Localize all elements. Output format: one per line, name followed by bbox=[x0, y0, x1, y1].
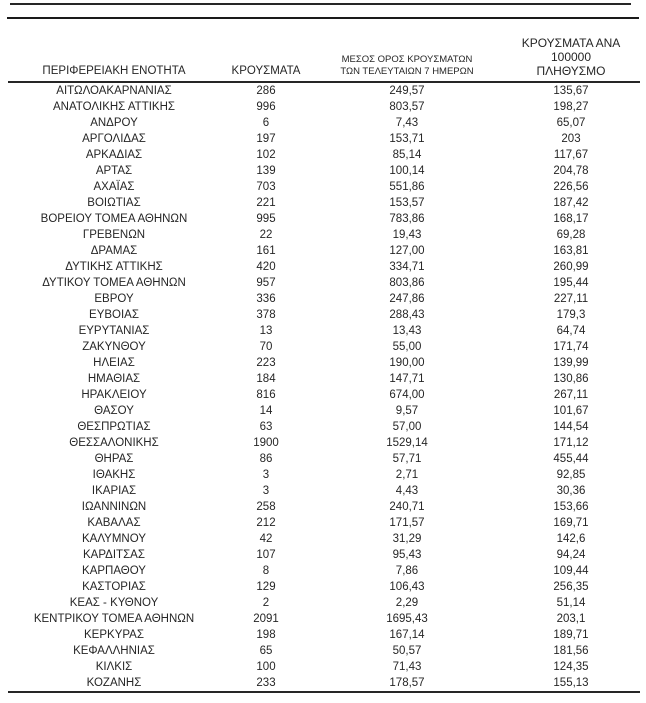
table-row bbox=[8, 355, 640, 371]
cell-region-name: ΚΑΡΠΑΘΟΥ bbox=[82, 565, 146, 577]
cell-7day-average: 190,00 bbox=[389, 357, 425, 369]
cell-per-100k: 179,3 bbox=[556, 309, 586, 321]
cell-per-100k: 226,56 bbox=[553, 181, 589, 193]
cell-7day-average: 7,43 bbox=[395, 117, 419, 129]
cell-region-name: ΘΕΣΣΑΛΟΝΙΚΗΣ bbox=[69, 437, 159, 449]
table-row bbox=[8, 515, 640, 531]
cell-region-name: ΗΡΑΚΛΕΙΟΥ bbox=[81, 389, 147, 401]
cell-cases: 13 bbox=[259, 325, 273, 337]
cell-7day-average: 106,43 bbox=[389, 581, 425, 593]
table-row bbox=[8, 99, 640, 115]
cell-region-name: ΕΥΒΟΙΑΣ bbox=[89, 309, 139, 321]
cell-cases: 161 bbox=[256, 245, 276, 257]
table-row bbox=[8, 115, 640, 131]
cell-region-name: ΘΕΣΠΡΩΤΙΑΣ bbox=[77, 421, 151, 433]
cell-7day-average: 55,00 bbox=[392, 341, 422, 353]
table-body bbox=[8, 82, 640, 692]
cell-cases: 107 bbox=[256, 549, 276, 561]
table-row bbox=[8, 595, 640, 611]
cell-region-name: ΗΜΑΘΙΑΣ bbox=[87, 373, 141, 385]
table-row bbox=[8, 371, 640, 387]
cell-cases: 957 bbox=[256, 277, 276, 289]
cell-region-name: ΚΟΖΑΝΗΣ bbox=[8, 675, 220, 692]
cell-cases: 3 bbox=[262, 469, 270, 481]
cell-per-100k: 153,66 bbox=[553, 501, 589, 513]
cell-region-name: ΑΡΚΑΔΙΑΣ bbox=[85, 149, 143, 161]
cell-region-name: ΔΡΑΜΑΣ bbox=[90, 245, 138, 257]
cell-per-100k: 163,81 bbox=[553, 245, 589, 257]
cell-region-name: ΗΛΕΙΑΣ bbox=[93, 357, 135, 369]
column-header-7day-average bbox=[312, 36, 502, 82]
column-header-cases: ΚΡΟΥΣΜΑΤΑ bbox=[220, 36, 312, 82]
cell-7day-average: 334,71 bbox=[389, 261, 425, 273]
cell-7day-average: 178,57 bbox=[312, 675, 502, 692]
cell-per-100k: 203 bbox=[561, 133, 581, 145]
cell-region-name: ΚΑΣΤΟΡΙΑΣ bbox=[82, 581, 146, 593]
cell-7day-average: 7,86 bbox=[395, 565, 419, 577]
cell-per-100k: 256,35 bbox=[553, 581, 589, 593]
cell-7day-average: 13,43 bbox=[392, 325, 422, 337]
cell-cases: 129 bbox=[256, 581, 276, 593]
cell-7day-average: 783,86 bbox=[389, 213, 425, 225]
cell-per-100k: 187,42 bbox=[553, 197, 589, 209]
cell-cases: 139 bbox=[256, 165, 276, 177]
table-header bbox=[8, 36, 640, 82]
cell-region-name: ΚΕΝΤΡΙΚΟΥ ΤΟΜΕΑ ΑΘΗΝΩΝ bbox=[33, 613, 195, 625]
cell-7day-average: 100,14 bbox=[389, 165, 425, 177]
cell-7day-average: 249,57 bbox=[389, 85, 425, 97]
cell-cases: 233 bbox=[220, 675, 312, 692]
cell-7day-average: 171,57 bbox=[389, 517, 425, 529]
cell-per-100k: 109,44 bbox=[553, 565, 589, 577]
cell-7day-average: 57,71 bbox=[392, 453, 422, 465]
cell-per-100k: 117,67 bbox=[553, 149, 589, 161]
cell-region-name: ΑΙΤΩΛΟΑΚΑΡΝΑΝΙΑΣ bbox=[56, 85, 172, 97]
cell-cases: 995 bbox=[256, 213, 276, 225]
table-row bbox=[8, 627, 640, 643]
cell-per-100k: 155,13 bbox=[502, 675, 640, 692]
cell-cases: 198 bbox=[256, 629, 276, 641]
cell-cases: 197 bbox=[256, 133, 276, 145]
cell-region-name: ΚΙΛΚΙΣ bbox=[95, 661, 133, 673]
cell-region-name: ΙΘΑΚΗΣ bbox=[92, 469, 136, 481]
cell-region-name: ΚΑΒΑΛΑΣ bbox=[87, 517, 141, 529]
cell-per-100k: 195,44 bbox=[553, 277, 589, 289]
cell-cases: 8 bbox=[262, 565, 270, 577]
cell-per-100k: 144,54 bbox=[553, 421, 589, 433]
cases-by-region-table bbox=[8, 36, 640, 693]
cell-per-100k: 168,17 bbox=[553, 213, 589, 225]
table-row bbox=[8, 499, 640, 515]
cell-region-name: ΔΥΤΙΚΟΥ ΤΟΜΕΑ ΑΘΗΝΩΝ bbox=[42, 277, 186, 289]
cell-7day-average: 2,71 bbox=[395, 469, 419, 481]
cell-7day-average: 147,71 bbox=[389, 373, 425, 385]
cell-per-100k: 139,99 bbox=[553, 357, 589, 369]
cell-region-name: ΕΥΡΥΤΑΝΙΑΣ bbox=[78, 325, 150, 337]
cell-7day-average: 288,43 bbox=[389, 309, 425, 321]
table-row bbox=[8, 131, 640, 147]
table-row bbox=[8, 387, 640, 403]
column-header-region: ΠΕΡΙΦΕΡΕΙΑΚΗ ΕΝΟΤΗΤΑ bbox=[8, 36, 220, 82]
cell-cases: 102 bbox=[256, 149, 276, 161]
cell-7day-average: 9,57 bbox=[395, 405, 419, 417]
cell-per-100k: 171,74 bbox=[553, 341, 589, 353]
cell-7day-average: 674,00 bbox=[389, 389, 425, 401]
cell-7day-average: 4,43 bbox=[395, 485, 419, 497]
cell-cases: 6 bbox=[262, 117, 270, 129]
cell-per-100k: 181,56 bbox=[553, 645, 589, 657]
table-row bbox=[8, 163, 640, 179]
cell-per-100k: 267,11 bbox=[553, 389, 589, 401]
cell-7day-average: 57,00 bbox=[392, 421, 422, 433]
cell-region-name: ΒΟΙΩΤΙΑΣ bbox=[87, 197, 141, 209]
table-row bbox=[8, 547, 640, 563]
cell-cases: 14 bbox=[259, 405, 273, 417]
cell-per-100k: 130,86 bbox=[553, 373, 589, 385]
cell-cases: 816 bbox=[256, 389, 276, 401]
column-header-7day-average-line2: ΤΩΝ ΤΕΛΕΥΤΑΙΩΝ 7 ΗΜΕΡΩΝ bbox=[340, 66, 474, 77]
cell-per-100k: 51,14 bbox=[556, 597, 586, 609]
table-row bbox=[8, 291, 640, 307]
cell-7day-average: 85,14 bbox=[392, 149, 422, 161]
table-row bbox=[8, 563, 640, 579]
cell-7day-average: 153,57 bbox=[389, 197, 425, 209]
cell-cases: 63 bbox=[259, 421, 273, 433]
table-row bbox=[8, 211, 640, 227]
cell-region-name: ΚΕΦΑΛΛΗΝΙΑΣ bbox=[73, 645, 155, 657]
cell-region-name: ΚΑΛΥΜΝΟΥ bbox=[82, 533, 146, 545]
cell-7day-average: 803,57 bbox=[389, 101, 425, 113]
table-row bbox=[8, 307, 640, 323]
cell-per-100k: 203,1 bbox=[556, 613, 586, 625]
cell-cases: 86 bbox=[259, 453, 273, 465]
cell-per-100k: 171,12 bbox=[553, 437, 589, 449]
header-row bbox=[8, 36, 640, 82]
cell-cases: 286 bbox=[256, 85, 276, 97]
cell-7day-average: 127,00 bbox=[389, 245, 425, 257]
cell-region-name: ΑΝΔΡΟΥ bbox=[90, 117, 138, 129]
cell-region-name: ΚΕΑΣ - ΚΥΘΝΟΥ bbox=[69, 597, 159, 609]
cell-cases: 184 bbox=[256, 373, 276, 385]
cell-7day-average: 247,86 bbox=[389, 293, 425, 305]
table-row bbox=[8, 195, 640, 211]
cell-region-name: ΑΧΑΪΑΣ bbox=[93, 181, 135, 193]
cell-region-name: ΔΥΤΙΚΗΣ ΑΤΤΙΚΗΣ bbox=[65, 261, 163, 273]
table-row bbox=[8, 323, 640, 339]
table-row bbox=[8, 643, 640, 659]
cell-per-100k: 198,27 bbox=[553, 101, 589, 113]
cell-7day-average: 240,71 bbox=[389, 501, 425, 513]
column-header-per-100k-line2: ΠΛΗΘΥΣΜΟ bbox=[536, 64, 606, 78]
cell-cases: 378 bbox=[256, 309, 276, 321]
cell-cases: 212 bbox=[256, 517, 276, 529]
cell-region-name: ΓΡΕΒΕΝΩΝ bbox=[82, 229, 146, 241]
column-header-per-100k bbox=[502, 36, 640, 82]
cell-cases: 42 bbox=[259, 533, 273, 545]
cell-per-100k: 92,85 bbox=[556, 469, 586, 481]
cell-cases: 420 bbox=[256, 261, 276, 273]
cell-per-100k: 64,74 bbox=[556, 325, 586, 337]
cell-cases: 2091 bbox=[253, 613, 279, 625]
cell-7day-average: 71,43 bbox=[392, 661, 422, 673]
top-rule-primary bbox=[10, 3, 631, 5]
table-row bbox=[8, 275, 640, 291]
cell-cases: 221 bbox=[256, 197, 276, 209]
table-row bbox=[8, 403, 640, 419]
cell-7day-average: 1529,14 bbox=[386, 437, 428, 449]
cell-7day-average: 50,57 bbox=[392, 645, 422, 657]
table-row bbox=[8, 675, 640, 692]
cell-per-100k: 124,35 bbox=[553, 661, 589, 673]
cell-per-100k: 30,36 bbox=[556, 485, 586, 497]
column-header-per-100k-line1: ΚΡΟΥΣΜΑΤΑ ΑΝΑ 100000 bbox=[521, 36, 621, 64]
cell-region-name: ΘΗΡΑΣ bbox=[94, 453, 134, 465]
table-row bbox=[8, 227, 640, 243]
cell-per-100k: 189,71 bbox=[553, 629, 589, 641]
table-row bbox=[8, 179, 640, 195]
column-header-7day-average-line1: ΜΕΣΟΣ ΟΡΟΣ ΚΡΟΥΣΜΑΤΩΝ bbox=[341, 54, 473, 65]
cell-7day-average: 803,86 bbox=[389, 277, 425, 289]
table-row bbox=[8, 467, 640, 483]
table-row bbox=[8, 611, 640, 627]
cell-region-name: ΖΑΚΥΝΘΟΥ bbox=[82, 341, 146, 353]
cell-per-100k: 260,99 bbox=[553, 261, 589, 273]
table-row bbox=[8, 451, 640, 467]
table-row bbox=[8, 419, 640, 435]
cell-cases: 1900 bbox=[253, 437, 279, 449]
table-row bbox=[8, 243, 640, 259]
cell-cases: 2 bbox=[262, 597, 270, 609]
cell-per-100k: 204,78 bbox=[553, 165, 589, 177]
cell-region-name: ΚΑΡΔΙΤΣΑΣ bbox=[83, 549, 145, 561]
table-row bbox=[8, 531, 640, 547]
cell-7day-average: 167,14 bbox=[389, 629, 425, 641]
top-rule-secondary bbox=[7, 17, 639, 19]
table-row bbox=[8, 339, 640, 355]
cell-7day-average: 1695,43 bbox=[386, 613, 428, 625]
cell-7day-average: 2,29 bbox=[395, 597, 419, 609]
table-row bbox=[8, 435, 640, 451]
cell-per-100k: 142,6 bbox=[556, 533, 586, 545]
cell-cases: 3 bbox=[262, 485, 270, 497]
cell-region-name: ΕΒΡΟΥ bbox=[94, 293, 134, 305]
cell-7day-average: 153,71 bbox=[389, 133, 425, 145]
table-row bbox=[8, 259, 640, 275]
table-row bbox=[8, 579, 640, 595]
cell-region-name: ΑΡΓΟΛΙΔΑΣ bbox=[82, 133, 146, 145]
cell-cases: 22 bbox=[259, 229, 273, 241]
cell-per-100k: 135,67 bbox=[553, 85, 589, 97]
cell-region-name: ΘΑΣΟΥ bbox=[94, 405, 134, 417]
cell-7day-average: 19,43 bbox=[392, 229, 422, 241]
cell-per-100k: 455,44 bbox=[553, 453, 589, 465]
cell-per-100k: 69,28 bbox=[556, 229, 586, 241]
cell-region-name: ΙΚΑΡΙΑΣ bbox=[91, 485, 137, 497]
cell-cases: 70 bbox=[259, 341, 273, 353]
table-row bbox=[8, 659, 640, 675]
cell-region-name: ΚΕΡΚΥΡΑΣ bbox=[84, 629, 144, 641]
cell-region-name: ΑΝΑΤΟΛΙΚΗΣ ΑΤΤΙΚΗΣ bbox=[52, 101, 175, 113]
cell-region-name: ΙΩΑΝΝΙΝΩΝ bbox=[81, 501, 147, 513]
cell-7day-average: 95,43 bbox=[392, 549, 422, 561]
cell-cases: 258 bbox=[256, 501, 276, 513]
cell-cases: 100 bbox=[256, 661, 276, 673]
cell-per-100k: 169,71 bbox=[553, 517, 589, 529]
cell-per-100k: 94,24 bbox=[556, 549, 586, 561]
cell-cases: 65 bbox=[259, 645, 273, 657]
cell-7day-average: 31,29 bbox=[392, 533, 422, 545]
cell-cases: 703 bbox=[256, 181, 276, 193]
cell-7day-average: 551,86 bbox=[389, 181, 425, 193]
cell-region-name: ΒΟΡΕΙΟΥ ΤΟΜΕΑ ΑΘΗΝΩΝ bbox=[40, 213, 188, 225]
cell-cases: 996 bbox=[256, 101, 276, 113]
cell-region-name: ΑΡΤΑΣ bbox=[95, 165, 133, 177]
cell-cases: 223 bbox=[256, 357, 276, 369]
table-row bbox=[8, 483, 640, 499]
cell-per-100k: 101,67 bbox=[553, 405, 589, 417]
table-row bbox=[8, 147, 640, 163]
cell-cases: 336 bbox=[256, 293, 276, 305]
cell-per-100k: 65,07 bbox=[556, 117, 586, 129]
table-row bbox=[8, 82, 640, 99]
cell-per-100k: 227,11 bbox=[553, 293, 589, 305]
